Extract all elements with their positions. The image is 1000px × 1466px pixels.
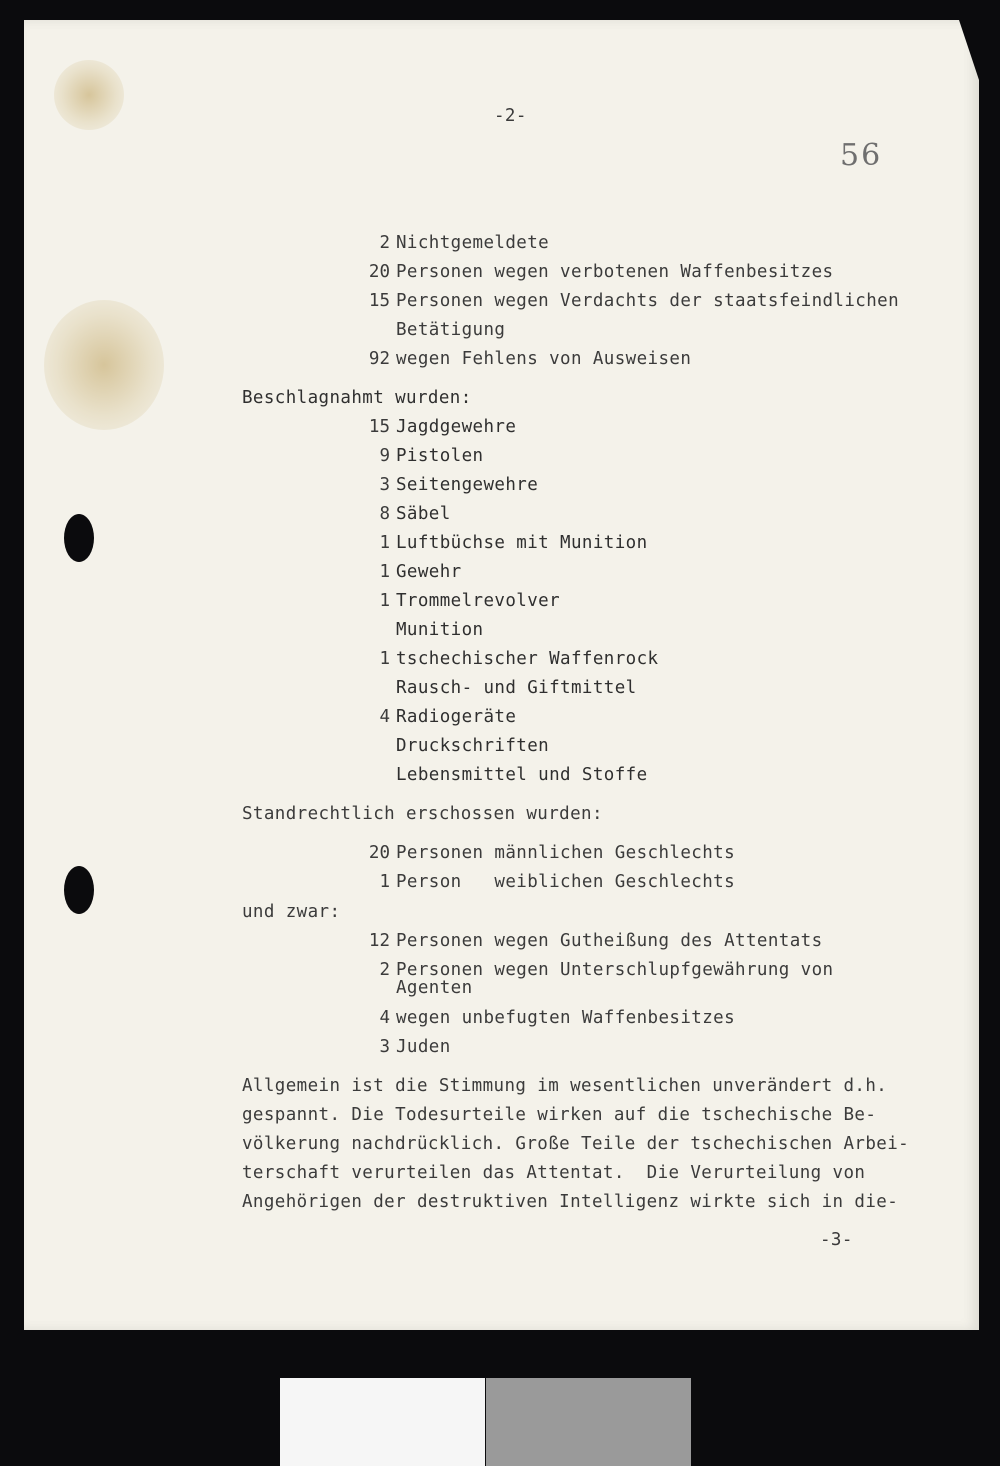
list-item-number: 2: [379, 960, 390, 980]
stain-top-left: [54, 60, 124, 130]
list-item-number: 20: [368, 843, 390, 863]
list-item-text: wegen Fehlens von Ausweisen: [396, 349, 692, 369]
list-item-number: 2: [379, 233, 390, 253]
list-item-text: Pistolen: [396, 446, 484, 466]
list-item-number: 1: [379, 649, 390, 669]
list-item-text: Druckschriften: [396, 736, 550, 756]
list-item-text: Personen wegen Unterschlupfgewährung von: [396, 960, 834, 980]
list-item-number: 92: [368, 349, 390, 369]
folio-number: 56: [840, 138, 883, 173]
paragraph-line: Allgemein ist die Stimmung im wesentlichen unverändert d.h.: [242, 1076, 888, 1096]
paragraph-line: völkerung nachdrücklich. Große Teile der tschechischen Arbei-: [242, 1134, 910, 1154]
list-item-number: 15: [368, 417, 390, 437]
list-item-number: 1: [379, 533, 390, 553]
list-item-text: Lebensmittel und Stoffe: [396, 765, 648, 785]
section-heading-namely: und zwar:: [242, 902, 341, 922]
section-heading-seized: Beschlagnahmt wurden:: [242, 388, 472, 408]
list-item-text: wegen unbefugten Waffenbesitzes: [396, 1008, 736, 1028]
list-item-number: 1: [379, 591, 390, 611]
list-item-text: Munition: [396, 620, 484, 640]
stain-left-margin: [44, 300, 164, 430]
list-item-number: 1: [379, 562, 390, 582]
list-item-text: Personen wegen verbotenen Waffenbesitzes: [396, 262, 834, 282]
torn-corner: [959, 20, 979, 80]
list-item-text: Juden: [396, 1037, 451, 1057]
list-item-text: Gewehr: [396, 562, 462, 582]
punch-hole-upper: [64, 514, 94, 562]
section-heading-executions: Standrechtlich erschossen wurden:: [242, 804, 603, 824]
calibration-strip-grey: [486, 1378, 691, 1466]
list-item-text: Rausch- und Giftmittel: [396, 678, 637, 698]
list-item-text: Nichtgemeldete: [396, 233, 550, 253]
page-marker: -2-: [494, 106, 527, 126]
list-item-number: 15: [368, 291, 390, 311]
list-item-text: Personen männlichen Geschlechts: [396, 843, 736, 863]
list-item-text: Jagdgewehre: [396, 417, 517, 437]
calibration-strip-white: [280, 1378, 485, 1466]
list-item-number: 4: [379, 1008, 390, 1028]
list-item-text: Personen wegen Verdachts der staatsfeindlichen: [396, 291, 900, 311]
list-item-number: 3: [379, 1037, 390, 1057]
list-item-text: Seitengewehre: [396, 475, 539, 495]
document-page: [24, 20, 979, 1330]
list-item-text: Trommelrevolver: [396, 591, 561, 611]
punch-hole-lower: [64, 866, 94, 914]
list-item-text: tschechischer Waffenrock: [396, 649, 659, 669]
list-item-text: Person weiblichen Geschlechts: [396, 872, 736, 892]
list-item-text: Agenten: [396, 978, 473, 998]
list-item-text: Radiogeräte: [396, 707, 517, 727]
paragraph-line: gespannt. Die Todesurteile wirken auf die tschechische Be-: [242, 1105, 877, 1125]
paragraph-line: terschaft verurteilen das Attentat. Die Verurteilung von: [242, 1163, 866, 1183]
list-item-number: 20: [368, 262, 390, 282]
list-item-number: 9: [379, 446, 390, 466]
list-item-text: Säbel: [396, 504, 451, 524]
list-item-number: 12: [368, 931, 390, 951]
list-item-text: Personen wegen Gutheißung des Attentats: [396, 931, 823, 951]
paragraph-line: Angehörigen der destruktiven Intelligenz wirkte sich in die-: [242, 1192, 899, 1212]
list-item-number: 8: [379, 504, 390, 524]
list-item-text: Betätigung: [396, 320, 506, 340]
list-item-text: Luftbüchse mit Munition: [396, 533, 648, 553]
list-item-number: 3: [379, 475, 390, 495]
list-item-number: 1: [379, 872, 390, 892]
list-item-number: 4: [379, 707, 390, 727]
footer-page-marker: -3-: [820, 1230, 853, 1250]
